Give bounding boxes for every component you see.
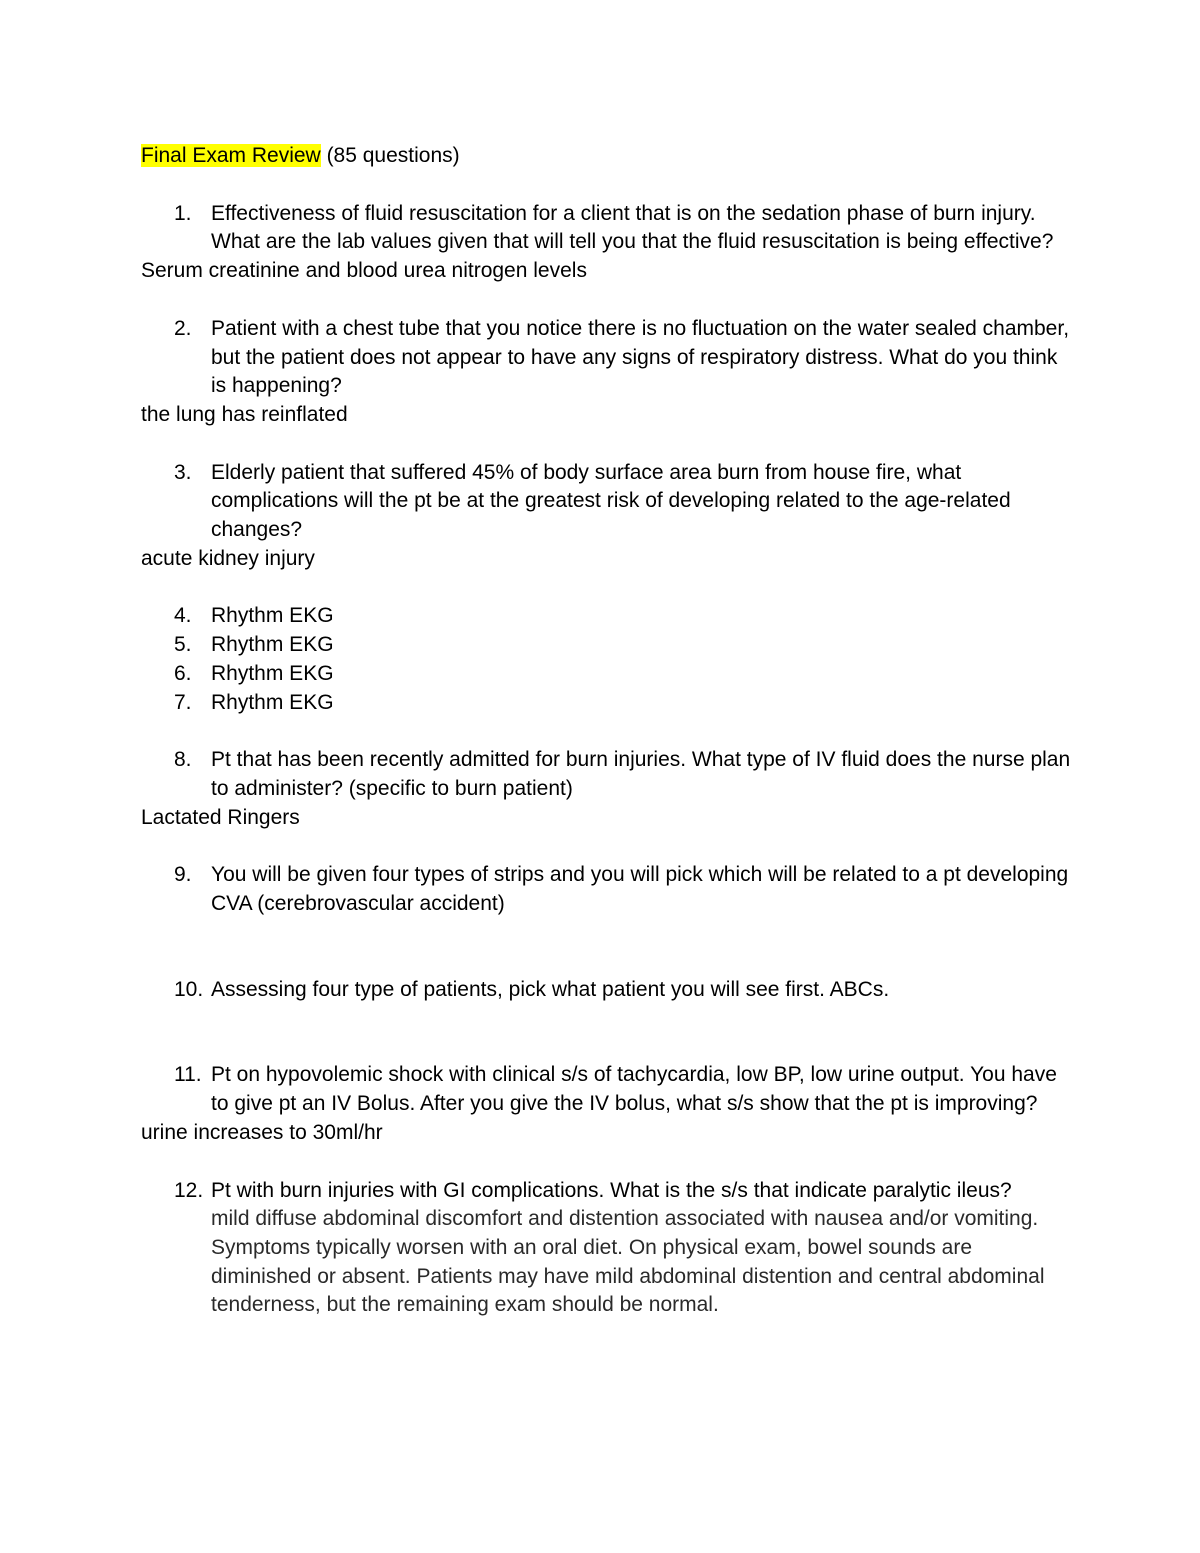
- question-10: [141, 976, 1071, 1005]
- question-8: [141, 746, 1071, 803]
- question-text: Pt with burn injuries with GI complications. What is the s/s that indicate paralytic ileus?: [211, 1178, 1012, 1202]
- question-number: 1.: [174, 201, 192, 225]
- question-text: Pt on hypovolemic shock with clinical s/s of tachycardia, low BP, low urine output. You have to give pt an IV Bolus. After you give the IV bolus, what s/s show that the pt is improving?: [211, 1063, 1057, 1116]
- document-title: [141, 142, 1071, 171]
- question-text: Elderly patient that suffered 45% of body surface area burn from house fire, what complications will the pt be at the greatest risk of developing related to the age-related changes?: [211, 460, 1011, 542]
- answer-1: Serum creatinine and blood urea nitrogen levels: [141, 259, 587, 283]
- question-6: [141, 660, 1071, 689]
- question-11: [141, 1061, 1071, 1118]
- question-text: Assessing four type of patients, pick what patient you will see first. ABCs.: [211, 977, 890, 1001]
- question-text: Pt that has been recently admitted for burn injuries. What type of IV fluid does the nurse plan to administer? (specific to burn patient): [211, 748, 1071, 800]
- question-4: [141, 602, 1071, 631]
- question-number: 7.: [174, 690, 192, 714]
- document-content: [141, 142, 1071, 1320]
- question-text: Rhythm EKG: [211, 633, 334, 657]
- answer-3: acute kidney injury: [141, 546, 315, 570]
- question-text: You will be given four types of strips and you will pick which will be related to a pt developing CVA (cerebrovascular accident): [211, 863, 1069, 916]
- question-text: Rhythm EKG: [211, 604, 334, 628]
- question-5: [141, 631, 1071, 660]
- question-number: 5.: [174, 633, 192, 657]
- question-12: [141, 1177, 1071, 1206]
- question-9: [141, 861, 1071, 918]
- question-number: 4.: [174, 604, 192, 628]
- question-text: Patient with a chest tube that you notice there is no fluctuation on the water sealed chamber, but the patient does not appear to have any signs of respiratory distress. What do you think is happening?: [211, 316, 1070, 398]
- question-number: 2.: [174, 316, 192, 340]
- question-number: 8.: [174, 748, 192, 772]
- question-number: 10.: [174, 977, 204, 1001]
- question-text: Rhythm EKG: [211, 690, 334, 714]
- question-number: 12.: [174, 1178, 204, 1202]
- answer-2: the lung has reinflated: [141, 402, 348, 426]
- question-3: [141, 459, 1071, 545]
- question-2: [141, 315, 1071, 401]
- answer-12: mild diffuse abdominal discomfort and distention associated with nausea and/or vomiting. Symptoms typically worsen with an oral diet. On physical exam, bowel sounds are diminished or absent. Patients may have mild abdominal distention and central abdominal tenderness, but the remaining exam should be normal.: [211, 1207, 1045, 1317]
- question-1: [141, 200, 1071, 257]
- question-text: Rhythm EKG: [211, 661, 334, 685]
- question-text: Effectiveness of fluid resuscitation for a client that is on the sedation phase of burn injury. What are the lab values given that will tell you that the fluid resuscitation is being effective?: [211, 201, 1054, 254]
- answer-11: urine increases to 30ml/hr: [141, 1120, 383, 1144]
- question-number: 9.: [174, 863, 192, 887]
- question-7: [141, 689, 1071, 718]
- title-highlight: Final Exam Review: [141, 144, 321, 167]
- question-number: 11.: [174, 1063, 202, 1087]
- question-number: 6.: [174, 661, 192, 685]
- title-suffix: (85 questions): [320, 144, 460, 167]
- question-number: 3.: [174, 460, 192, 484]
- answer-8: Lactated Ringers: [141, 805, 300, 829]
